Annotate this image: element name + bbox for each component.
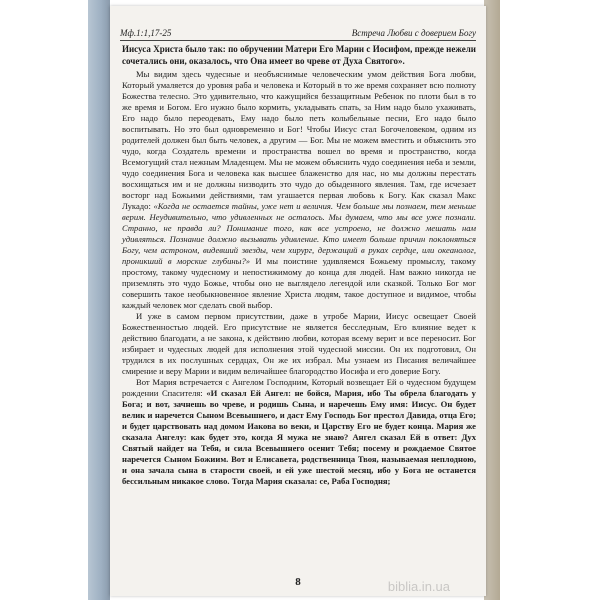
paragraph-2: И уже в самом первом присутствии, даже в утробе Марии, Иисус освещает Своей Божественностью людей. Его присутствие не является бесследным, Его влияние ведет к действию благодати, а не закона, к действию любви, которая всему верит и все переносит. Бог избирает и чудесных людей для исполнения этой чудесной миссии. Он их подготовил, Он трудился в их послушных сердцах, Он же их избрал. Мы узнаем из Писания величайшее смирение и веру Марии и видим величайшее благородство Иосифа и его доверие Богу.	[122, 311, 476, 376]
opening-paragraph: Иисуса Христа было так: по обручении Матери Его Марии с Иосифом, прежде нежели сочетались они, оказалось, что Она имеет во чреве от Духа Святого».	[122, 44, 476, 66]
book-page-edges	[484, 0, 500, 600]
paragraph-1	[122, 69, 476, 311]
header-rule	[120, 40, 476, 41]
book-cover-edge	[88, 0, 110, 600]
page-number: 8	[295, 576, 301, 588]
scripture-quote: «И сказал Ей Ангел: не бойся, Мария, ибо Ты обрела благодать у Бога; и вот, зачнешь во чреве, и родишь Сына, и наречешь Ему имя: Иисус. Он будет велик и наречется Сыном Всевышнего, и даст Ему Господь Бог престол Давида, отца Его; и будет царствовать над домом Иакова во веки, и Царству Его не будет конца. Мария же сказала Ангелу: как будет это, когда Я мужа не знаю? Ангел сказал Ей в ответ: Дух Святый найдет на Тебя, и сила Всевышнего осенит Тебя; посему и рождаемое Святое наречется Сыном Божиим. Вот и Елисавета, родственница Твоя, называемая неплодною, и она зачала сына в старости своей, и ей уже шестой месяц, ибо у Бога не останется бессильным никакое слово. Тогда Мария сказала: се, Раба Господня;	[122, 388, 476, 486]
lucado-quote: «Когда не остается тайны, уже нет и величия. Чем больше мы познаем, тем меньше верим. Неудивительно, что удивленных не осталось. Мы думаем, что мы все уже познали. Странно, не правда ли? Понимание того, как все устроено, не должно мешать нам удивляться. Познание должно вызывать удивление. Кто имеет больше причин поклоняться Богу, чем астроном, видевший звезды, чем хирург, держащий в руках сердце, или океанолог, проникший в морские глубины?»	[122, 201, 476, 266]
paragraph-1-ending: И мы поистине удивляемся Божьему промыслу, такому простому, такому чудесному и непостижимому до конца для людей. Нам важно никогда не приземлять это чудо Божье, чтобы оно не выглядело легендой или сказкой. Только Бог мог совершить такое необыкновенное явление Христа людям, такое доступное и видимое, чтобы каждый человек мог сделать свой выбор.	[122, 256, 476, 310]
paragraph-1-text: Мы видим здесь чудесные и необъяснимые человеческим умом действия Бога любви, Который умаляется до уровня раба и человека и Который в то же время сохраняет всю полноту Божества телесно. Это удивительно, что кажущийся беззащитным Ребенок по плоти был в то же время и Богом. Его нужно было кормить, укладывать спать, за Ним надо было ухаживать, Его надо было переодевать, Ему надо было петь колыбельные песни, Его надо было воспитывать. Но это был одновременно и Бог! Чтобы Иисус стал Богочеловеком, одним из родителей должен был быть человек, а другим — Бог. Мы не можем вместить и объяснить это чудо, когда Создатель времени и пространства вошел во время и пространство, когда Всемогущий стал нежным Младенцем. Мы не можем объяснить чудо соединения неба и земли, чудо соединения Бога и человека как высшее блаженство для нас, но мы должны перестать восхищаться им и не должны низводить это чудо до обыденного явления. Там, где исчезает восторг над Божьими действиями, там угашается первая любовь к Богу. Как сказал Макс Лукадо:	[122, 69, 476, 211]
running-head-reference: Мф.1:1,17-25	[120, 28, 172, 38]
paragraph-3-text: Вот Мария встречается с Ангелом Господним, Который возвещает Ей о чудесном будущем рождении Спасителя:	[122, 377, 476, 398]
watermark: biblia.in.ua	[387, 579, 450, 594]
paragraph-3	[122, 377, 476, 487]
running-head-title: Встреча Любви с доверием Богу	[351, 28, 476, 38]
body-text	[122, 44, 476, 487]
book-page	[110, 6, 486, 596]
